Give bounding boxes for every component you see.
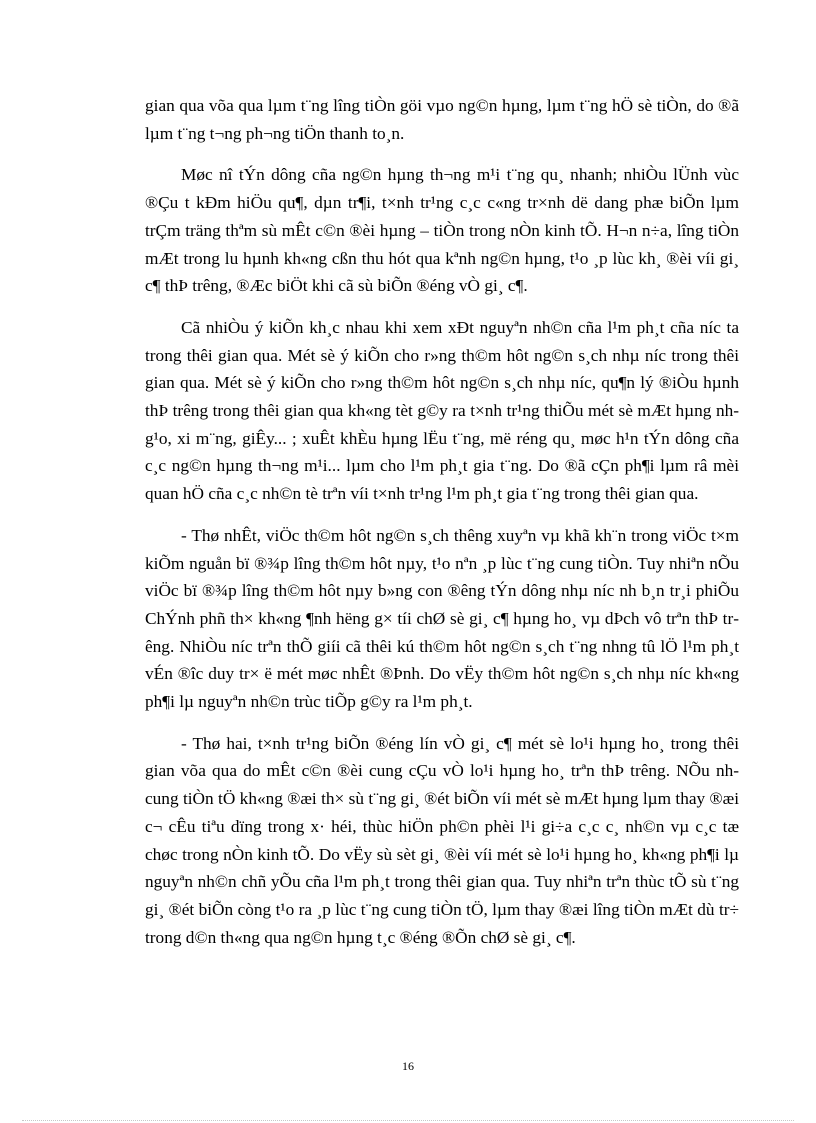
paragraph-3: Cã nhiÒu ý kiÕn kh¸c nhau khi xem xÐt nguyªn nh©n cña l¹m ph¸t cña níc ta trong thêi gian qua. Mét sè ý kiÕn cho r»ng th©m hôt ng©n s¸ch nhµ níc trong thêi gian qua. Mét sè ý kiÕn cho r»ng th©m hôt ng©n s¸ch nhµ níc, qu¶n lý ®iÒu hµnh thÞ trêng trong thêi gian qua kh«ng tèt g©y ra t×nh tr¹ng thiÕu mét sè mÆt hµng nh g¹o, xi m¨ng, giÊy... ; xuÊt khÈu hµng lËu t¨ng, më réng qu¸ møc h¹n tÝn dông cña c¸c ng©n hµng th¬ng m¹i... lµm cho l¹m ph¸t gia t¨ng. Do ®ã cÇn ph¶i lµm râ mèi quan hÖ cña c¸c nh©n tè trªn víi t×nh tr¹ng l¹m ph¸t gia t¨ng trong thêi gian qua. [145,317,739,504]
page-number: 16 [402,1059,414,1073]
paragraph-4: - Thø nhÊt, viÖc th©m hôt ng©n s¸ch thêng xuyªn vµ khã kh¨n trong viÖc t×m kiÕm nguån bï ®¾p lîng th©m hôt nµy, t¹o nªn ¸p lùc t¨ng cung tiÒn. Tuy nhiªn nÕu viÖc bï ®¾p lîng th©m hôt nµy b»ng con ®êng tÝn dông nhµ níc nh b¸n tr¸i phiÕu ChÝnh phñ th× kh«ng ¶nh hëng g× tíi chØ sè gi¸ c¶ hµng ho¸ vµ dÞch vô trªn thÞ trêng. NhiÒu níc trªn thÕ giíi cã thêi kú th©m hôt ng©n s¸ch t¨ng nhng tû lÖ l¹m ph¸t vÉn ®îc duy tr× ë mét møc nhÊt ®Þnh. Do vËy th©m hôt ng©n s¸ch nhµ níc kh«ng ph¶i lµ nguyªn nh©n trùc tiÕp g©y ra l¹m ph¸t. [145,525,739,712]
paragraph-2: Møc nî tÝn dông cña ng©n hµng th¬ng m¹i t¨ng qu¸ nhanh; nhiÒu lÜnh vùc ®Çu t kÐm hiÖu qu¶, dµn tr¶i, t×nh tr¹ng c¸c c«ng tr×nh dë dang phæ biÕn lµm trÇm träng thªm sù mÊt c©n ®èi hµng – tiÒn trong nÒn kinh tÕ. H¬n n÷a, lîng tiÒn mÆt trong lu hµnh kh«ng cßn thu hót qua kªnh ng©n hµng, t¹o ¸p lùc kh¸ ®èi víi gi¸ c¶ thÞ trêng, ®Æc biÖt khi cã sù biÕn ®éng vÒ gi¸ c¶. [145,165,739,296]
body-text [145,92,739,951]
page-bottom-divider [22,1120,794,1121]
paragraph-1: gian qua võa qua lµm t¨ng lîng tiÒn göi vµo ng©n hµng, lµm t¨ng hÖ sè tiÒn, do ®ã lµm t¨ng t¬ng ph¬ng tiÖn thanh to¸n. [145,96,739,143]
paragraph-5: - Thø hai, t×nh tr¹ng biÕn ®éng lín vÒ gi¸ c¶ mét sè lo¹i hµng ho¸ trong thêi gian võa qua do mÊt c©n ®èi cung cÇu vÒ lo¹i hµng ho¸ trªn thÞ trêng. NÕu nh cung tiÒn tÖ kh«ng ®æi th× sù t¨ng gi¸ ®ét biÕn víi mét sè mÆt hµng lµm thay ®æi c¬ cÊu tiªu dïng trong x· héi, thùc hiÖn ph©n phèi l¹i gi÷a c¸c c¸ nh©n vµ c¸c tæ chøc trong nÒn kinh tÕ. Do vËy sù sèt gi¸ ®èi víi mét sè lo¹i hµng ho¸ kh«ng ph¶i lµ nguyªn nh©n chñ yÕu cña l¹m ph¸t trong thêi gian qua. Tuy nhiªn trªn thùc tÕ sù t¨ng gi¸ ®ét biÕn còng t¹o ra ¸p lùc t¨ng cung tiÒn tÖ, lµm thay ®æi lîng tiÒn mÆt dù tr÷ trong d©n th«ng qua ng©n hµng t¸c ®éng ®Õn chØ sè gi¸ c¶. [145,733,739,947]
